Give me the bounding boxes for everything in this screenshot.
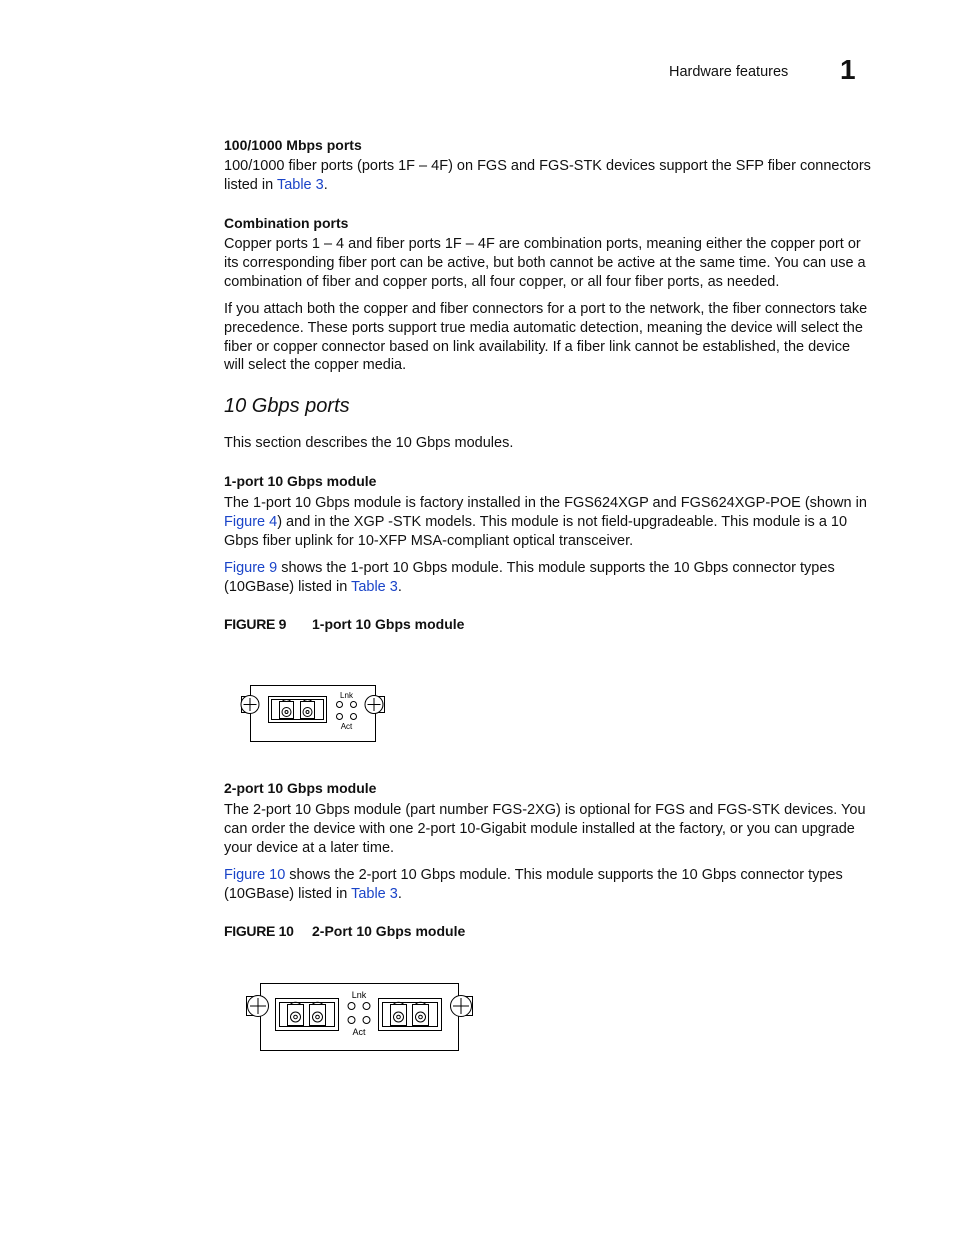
paragraph-2-port-1: The 2-port 10 Gbps module (part number FGS-2XG) is optional for FGS and FGS-STK devices. You can order the device with one 2-port 10-Gigabit module installed at the factory, or you can upgrade your device at a later time. bbox=[224, 802, 866, 856]
paragraph-text: . bbox=[397, 578, 402, 595]
paragraph-2-port-2 bbox=[224, 866, 874, 904]
figure-9-label: FIGURE 9 bbox=[224, 616, 287, 632]
left-screw-icon bbox=[247, 996, 269, 1017]
paragraph-combination-1: Copper ports 1 – 4 and fiber ports 1F – 4F are combination ports, meaning either the copper port or its corresponding fiber port can be active, but both cannot be active at the same time. You can use a combination of fiber and copper ports, all four copper, or all four fiber ports, as needed. bbox=[224, 236, 866, 290]
act-led-label: Act bbox=[352, 1027, 366, 1037]
figure-10-link[interactable]: Figure 10 bbox=[224, 867, 286, 883]
heading-1-port-module: 1-port 10 Gbps module bbox=[224, 473, 377, 489]
fiber-port-2-icon bbox=[379, 999, 442, 1031]
fiber-port-icon bbox=[269, 697, 327, 723]
fiber-port-1-icon bbox=[276, 999, 339, 1031]
figure-9-module-drawing bbox=[238, 682, 388, 746]
paragraph-10-gbps-intro: This section describes the 10 Gbps modules. bbox=[224, 435, 514, 451]
heading-combination-ports: Combination ports bbox=[224, 215, 349, 231]
left-screw-icon bbox=[241, 696, 259, 714]
act-led-label: Act bbox=[340, 722, 353, 731]
lnk-led-label: Lnk bbox=[351, 990, 367, 1000]
module-faceplate bbox=[251, 686, 376, 742]
paragraph-text: . bbox=[397, 885, 402, 902]
heading-10-gbps-ports: 10 Gbps ports bbox=[224, 395, 350, 417]
paragraph-text: 100/1000 fiber ports (ports 1F – 4F) on FGS and FGS-STK devices support the SFP fiber connectors listed in bbox=[224, 158, 871, 193]
paragraph-text: shows the 1-port 10 Gbps module. This module supports the 10 Gbps connector types (10GBase) listed in bbox=[224, 560, 835, 595]
right-screw-icon bbox=[365, 696, 385, 714]
status-leds bbox=[337, 702, 357, 720]
paragraph-100-1000-ports bbox=[224, 157, 874, 195]
lnk-led-label: Lnk bbox=[340, 691, 353, 700]
paragraph-text: The 1-port 10 Gbps module is factory installed in the FGS624XGP and FGS624XGP-POE (shown in bbox=[224, 495, 867, 511]
right-screw-icon bbox=[451, 996, 473, 1017]
figure-10-label: FIGURE 10 bbox=[224, 923, 294, 939]
figure-10-caption bbox=[224, 923, 465, 939]
heading-2-port-module: 2-port 10 Gbps module bbox=[224, 780, 377, 796]
table-3-link[interactable]: Table 3 bbox=[351, 578, 398, 595]
running-header: Hardware features bbox=[669, 64, 789, 80]
heading-100-1000-ports: 100/1000 Mbps ports bbox=[224, 137, 362, 153]
paragraph-text: ) and in the XGP -STK models. This module is not field-upgradeable. This module is a 10 Gbps fiber uplink for 10-XFP MSA-compliant optical transceiver. bbox=[224, 513, 848, 549]
chapter-number: 1 bbox=[840, 54, 856, 85]
figure-9-title: 1-port 10 Gbps module bbox=[312, 616, 465, 632]
status-leds bbox=[348, 1003, 370, 1024]
figure-9-link[interactable]: Figure 9 bbox=[224, 560, 278, 576]
table-3-link[interactable]: Table 3 bbox=[276, 176, 324, 193]
table-3-link[interactable]: Table 3 bbox=[351, 885, 398, 902]
figure-4-link[interactable]: Figure 4 bbox=[224, 513, 278, 530]
figure-10-title: 2-Port 10 Gbps module bbox=[312, 923, 466, 939]
paragraph-1-port-1 bbox=[224, 494, 874, 550]
figure-10-module-drawing bbox=[242, 980, 478, 1056]
paragraph-text: . bbox=[323, 176, 328, 193]
paragraph-combination-2: If you attach both the copper and fiber connectors for a port to the network, the fiber connectors take precedence. These ports support true media automatic detection, meaning the device will select the fiber or copper connector based on link availability. If a fiber link cannot be established, the device will select the copper media. bbox=[224, 301, 868, 374]
paragraph-text: shows the 2-port 10 Gbps module. This module supports the 10 Gbps connector types (10GBase) listed in bbox=[224, 867, 843, 902]
figure-9-caption bbox=[224, 616, 464, 632]
paragraph-1-port-2 bbox=[224, 559, 874, 597]
